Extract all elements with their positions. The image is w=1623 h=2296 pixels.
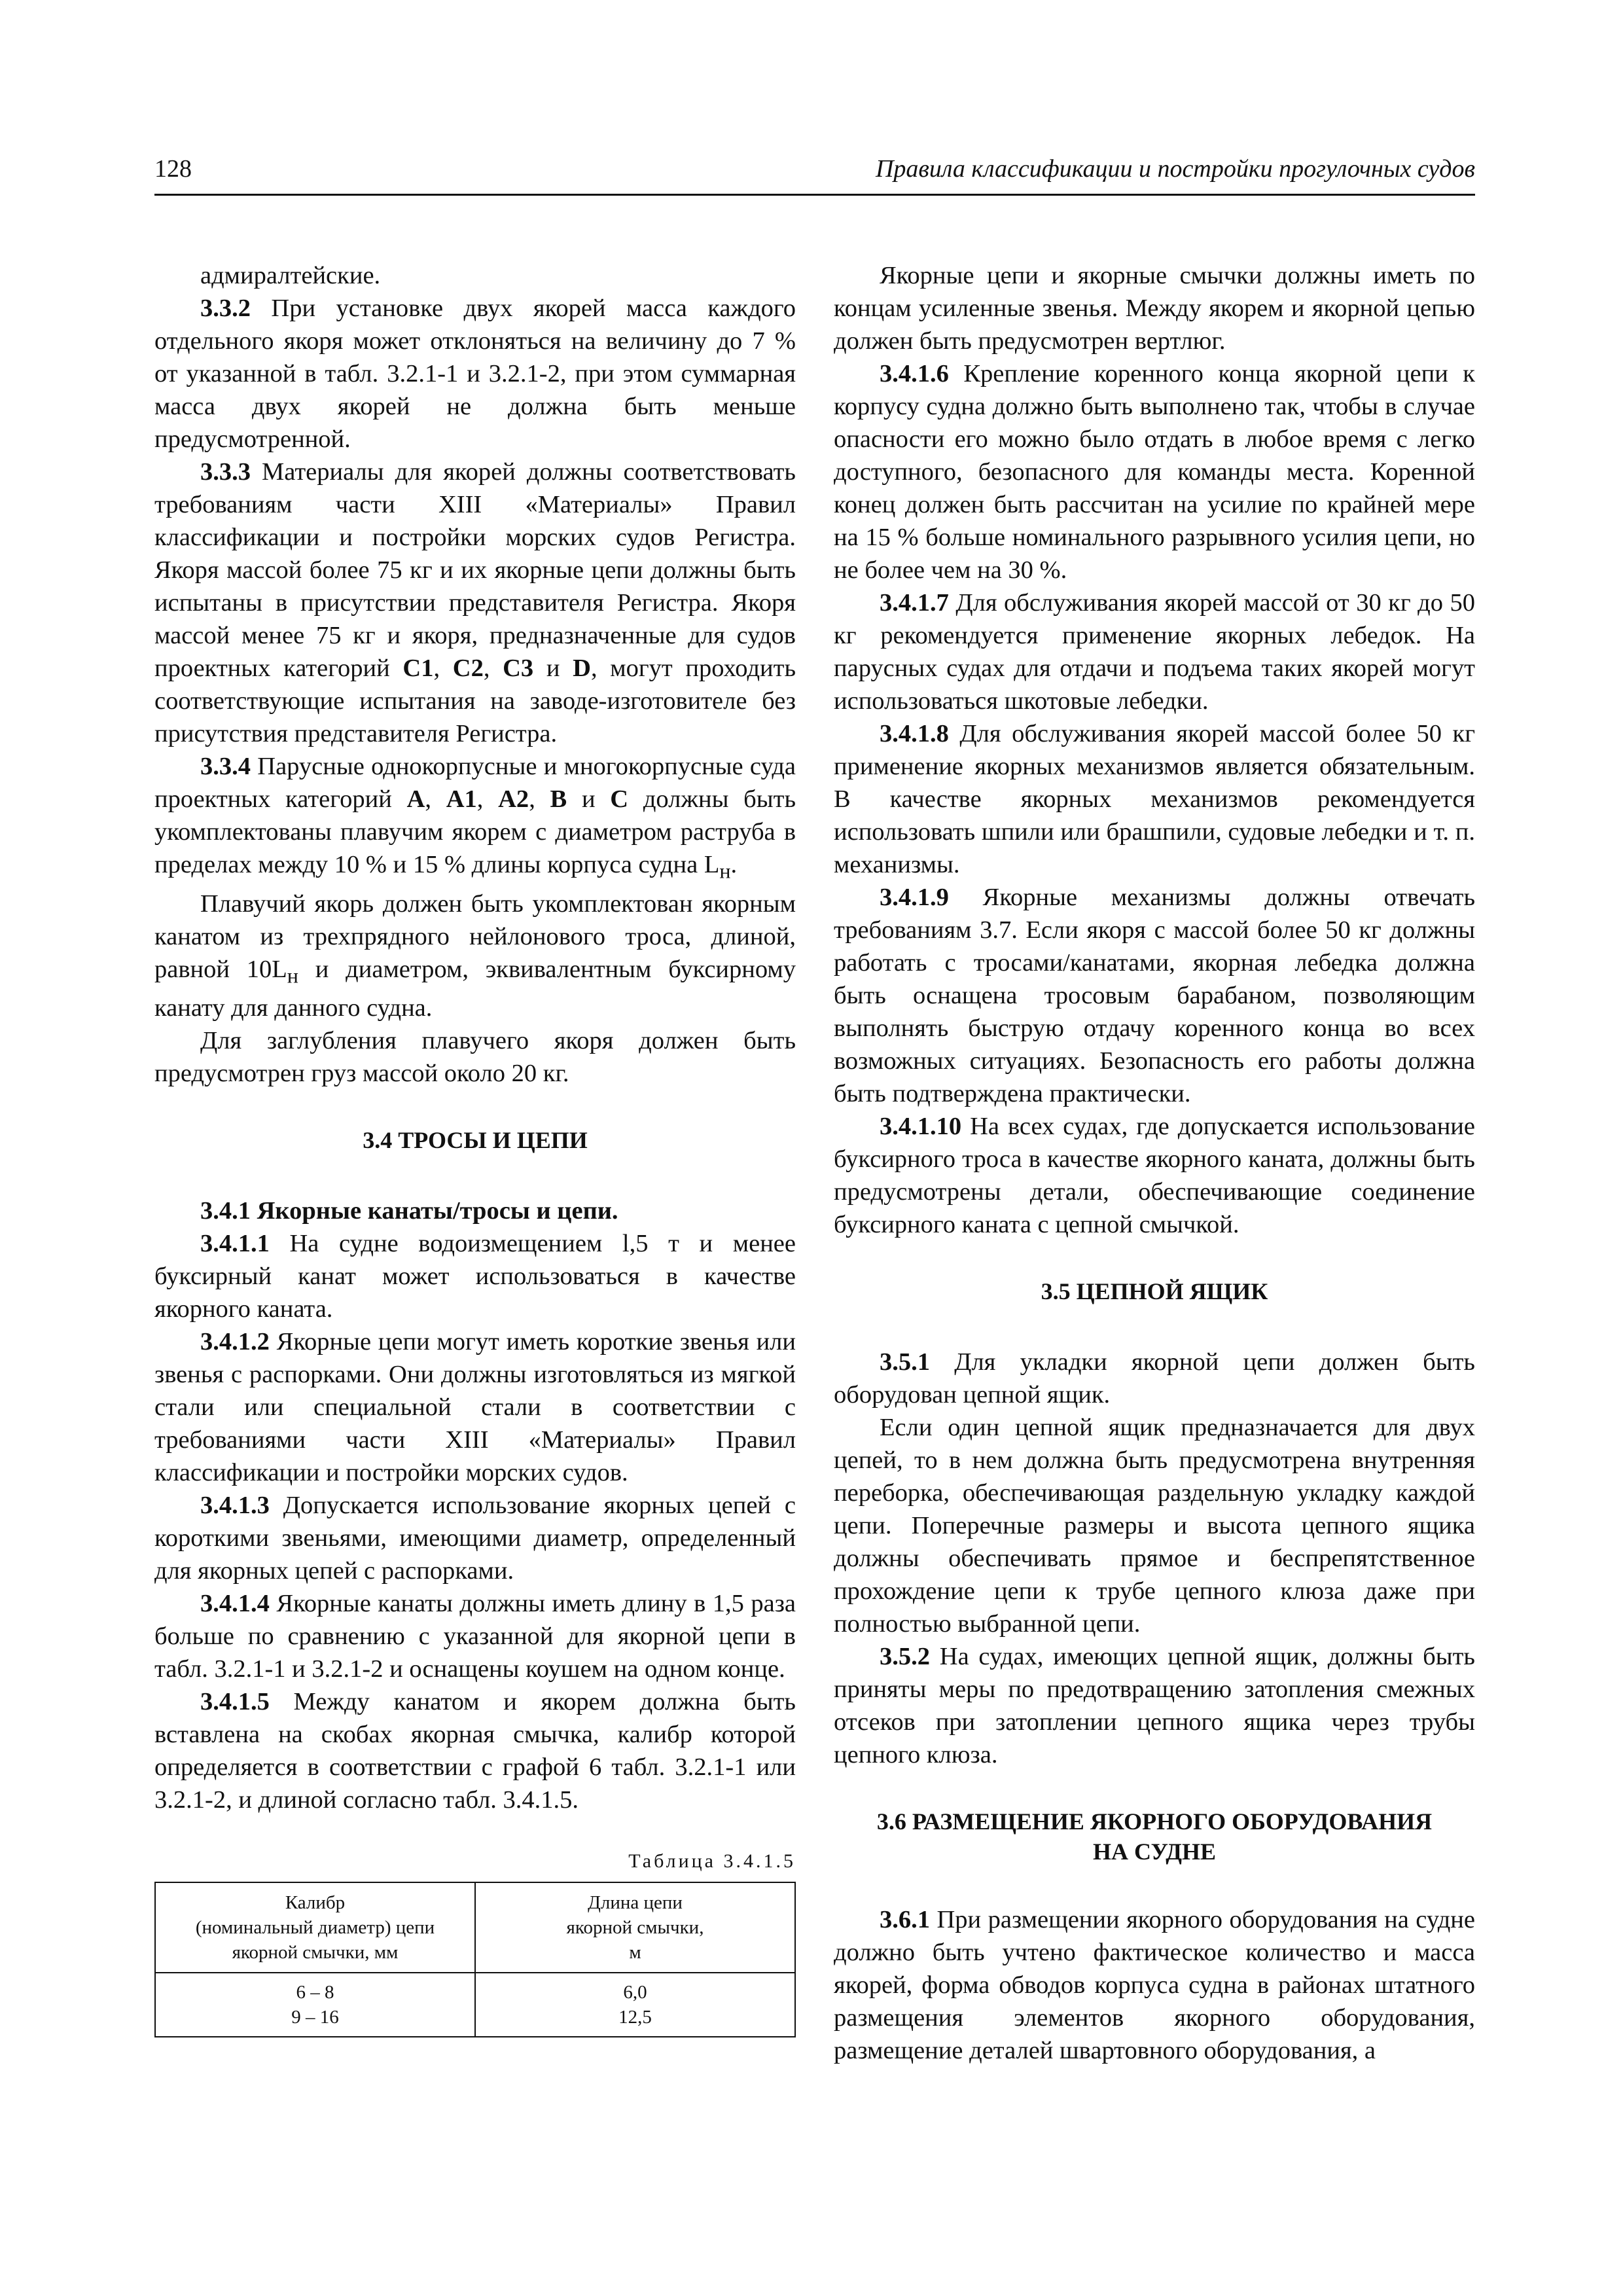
paragraph: Для заглубления плавучего якоря должен быть предусмотрен груз массой около 20 кг. — [154, 1027, 796, 1088]
clause-number: 3.3.3 — [200, 458, 251, 486]
clause-number: 3.4.1.8 — [880, 720, 949, 747]
chain-length-table — [154, 1882, 796, 2037]
table-cell: 6,0 12,5 — [475, 1973, 795, 2037]
paragraph-3-4-1-3: 3.4.1.3 Допускается использование якорных цепей с короткими звеньями, имеющими диаметр, определенный для якорных цепей с распорками. — [154, 1492, 796, 1585]
paragraph-3-3-4: 3.3.4 Парусные однокорпусные и многокорпусные суда проектных категорий A, A1, A2, B и C должны быть укомплектованы плавучим якорем с диаметром раструба в пределах между 10 % и 15 % длины корпуса судна $L_н$. — [154, 753, 796, 883]
clause-number: 3.5.2 — [880, 1643, 930, 1670]
section-heading-3-5: 3.5 ЦЕПНОЙ ЯЩИК — [1041, 1278, 1268, 1304]
paragraph-3-5-1: 3.5.1 Для укладки якорной цепи должен быть оборудован цепной ящик. — [834, 1348, 1475, 1408]
table-row — [155, 1973, 795, 2037]
section-heading-3-4: 3.4 ТРОСЫ И ЦЕПИ — [363, 1127, 588, 1154]
clause-number: 3.4.1.5 — [200, 1688, 270, 1716]
left-column — [154, 259, 796, 2037]
paragraph-3-4-1-2: 3.4.1.2 Якорные цепи могут иметь короткие звенья или звенья с распорками. Они должны изготовляться из мягкой стали или специальной стали в соответствии с требованиями части XIII «Материалы» Правил классификации и постройки морских судов. — [154, 1328, 796, 1487]
paragraph-3-4-1-7: 3.4.1.7 Для обслуживания якорей массой от 30 кг до 50 кг рекомендуется применение якорных лебедок. На парусных судах для отдачи и подъема таких якорей могут использоваться шкотовые лебедки. — [834, 589, 1475, 715]
page-number: 128 — [154, 155, 192, 183]
table-header-cell: Длина цепи якорной смычки, м — [475, 1882, 795, 1973]
paragraph-3-3-3: 3.3.3 Материалы для якорей должны соответствовать требованиям части XIII «Материалы» Правил классификации и постройки морских судов Регистра. Якоря массой более 75 кг и их якорные цепи должны быть испытаны в присутствии представителя Регистра. Якоря массой менее 75 кг и якоря, предназначенные для судов проектных категорий C1, C2, C3 и D, могут проходить соответствующие испытания на заводе-изготовителе без присутствия представителя Регистра. — [154, 458, 796, 747]
paragraph-3-3-2: 3.3.2 При установке двух якорей масса каждого отдельного якоря может отклоняться на величину до 7 % от указанной в табл. 3.2.1-1 и 3.2.1-2, при этом суммарная масса двух якорей не должна быть меньше предусмотренной. — [154, 295, 796, 453]
clause-number: 3.5.1 — [880, 1348, 930, 1376]
section-heading-3-6 — [834, 1806, 1475, 1867]
clause-number: 3.3.2 — [200, 295, 251, 322]
paragraph-3-4-1-10: 3.4.1.10 На всех судах, где допускается использование буксирного троса в качестве якорного каната, должны быть предусмотрены детали, обеспечивающие соединение буксирного каната с цепной смычкой. — [834, 1113, 1475, 1238]
paragraph-3-4-1-8: 3.4.1.8 Для обслуживания якорей массой более 50 кг применение якорных механизмов является обязательным. В качестве якорных механизмов рекомендуется использовать шпили или брашпили, судовые лебедки и т. п. механизмы. — [834, 720, 1475, 878]
running-title: Правила классификации и постройки прогулочных судов — [875, 155, 1475, 183]
paragraph: адмиралтейские. — [200, 262, 381, 289]
clause-number: 3.4.1.2 — [200, 1328, 270, 1356]
clause-number: 3.4.1.6 — [880, 360, 949, 387]
paragraph: Если один цепной ящик предназначается для двух цепей, то в нем должна быть предусмотрена внутренняя переборка, обеспечивающая раздельную укладку каждой цепи. Поперечные размеры и высота цепного ящика должны обеспечивать прямое и беспрепятственное прохождение цепи к трубе цепного клюза даже при полностью выбранной цепи. — [834, 1414, 1475, 1638]
subsection-heading-3-4-1: 3.4.1 Якорные канаты/тросы и цепи. — [200, 1197, 618, 1225]
table-header-row — [155, 1882, 795, 1973]
paragraph-3-6-1: 3.6.1 При размещении якорного оборудования на судне должно быть учтено фактическое количество и масса якорей, форма обводов корпуса судна в районах штатного размещения элементов якорного оборудования, размещение деталей швартовного оборудования, а — [834, 1906, 1475, 2064]
paragraph: Плавучий якорь должен быть укомплектован якорным канатом из трехпрядного нейлонового троса, длиной, равной $10L_н$ и диаметром, эквивалентным буксирному канату для данного судна. — [154, 889, 796, 1022]
paragraph-3-4-1-9: 3.4.1.9 Якорные механизмы должны отвечать требованиям 3.7. Если якоря с массой более 50 кг должны работать с тросами/канатами, якорная лебедка должна быть оснащена тросовым барабаном, позволяющим выполнять быструю отдачу коренного конца во всех возможных ситуациях. Безопасность его работы должна быть подтверждена практически. — [834, 884, 1475, 1107]
clause-number: 3.3.4 — [200, 753, 251, 780]
heading-line: НА СУДНЕ — [1092, 1839, 1217, 1865]
clause-number: 3.6.1 — [880, 1906, 930, 1933]
table-header-cell: Калибр (номинальный диаметр) цепи якорной смычки, мм — [155, 1882, 475, 1973]
page-header — [154, 154, 1475, 196]
heading-line: 3.6 РАЗМЕЩЕНИЕ ЯКОРНОГО ОБОРУДОВАНИЯ — [876, 1808, 1433, 1835]
clause-number: 3.4.1.1 — [200, 1230, 270, 1258]
paragraph-3-4-1-1: 3.4.1.1 На судне водоизмещением l,5 т и менее буксирный канат может использоваться в качестве якорного каната. — [154, 1230, 796, 1323]
paragraph-3-4-1-4: 3.4.1.4 Якорные канаты должны иметь длину в 1,5 раза больше по сравнению с указанной для якорной цепи в табл. 3.2.1-1 и 3.2.1-2 и оснащены коушем на одном конце. — [154, 1590, 796, 1683]
clause-number: 3.4.1.9 — [880, 884, 949, 911]
paragraph-3-4-1-5: 3.4.1.5 Между канатом и якорем должна быть вставлена на скобах якорная смычка, калибр которой определяется в соответствии с графой 6 табл. 3.2.1-1 или 3.2.1-2, и длиной согласно табл. 3.4.1.5. — [154, 1688, 796, 1814]
right-column — [834, 259, 1475, 2067]
table-cell: 6 – 8 9 – 16 — [155, 1973, 475, 2037]
paragraph-3-4-1-6: 3.4.1.6 Крепление коренного конца якорной цепи к корпусу судна должно быть выполнено так, чтобы в случае опасности его можно было отдать в любое время с легко доступного, безопасного для команды места. Коренной конец должен быть рассчитан на усилие по крайней мере на 15 % больше номинального разрывного усилия цепи, но не более чем на 30 %. — [834, 360, 1475, 584]
paragraph-3-5-2: 3.5.2 На судах, имеющих цепной ящик, должны быть приняты меры по предотвращению затопления смежных отсеков при затоплении цепного ящика через трубы цепного клюза. — [834, 1643, 1475, 1768]
clause-number: 3.4.1.3 — [200, 1492, 270, 1520]
clause-number: 3.4.1.4 — [200, 1590, 270, 1618]
clause-number: 3.4.1.10 — [880, 1113, 962, 1140]
paragraph: Якорные цепи и якорные смычки должны иметь по концам усиленные звенья. Между якорем и якорной цепью должен быть предусмотрен вертлюг. — [834, 262, 1475, 355]
clause-number: 3.4.1.7 — [880, 589, 949, 617]
table-caption: Таблица 3.4.1.5 — [628, 1850, 796, 1873]
